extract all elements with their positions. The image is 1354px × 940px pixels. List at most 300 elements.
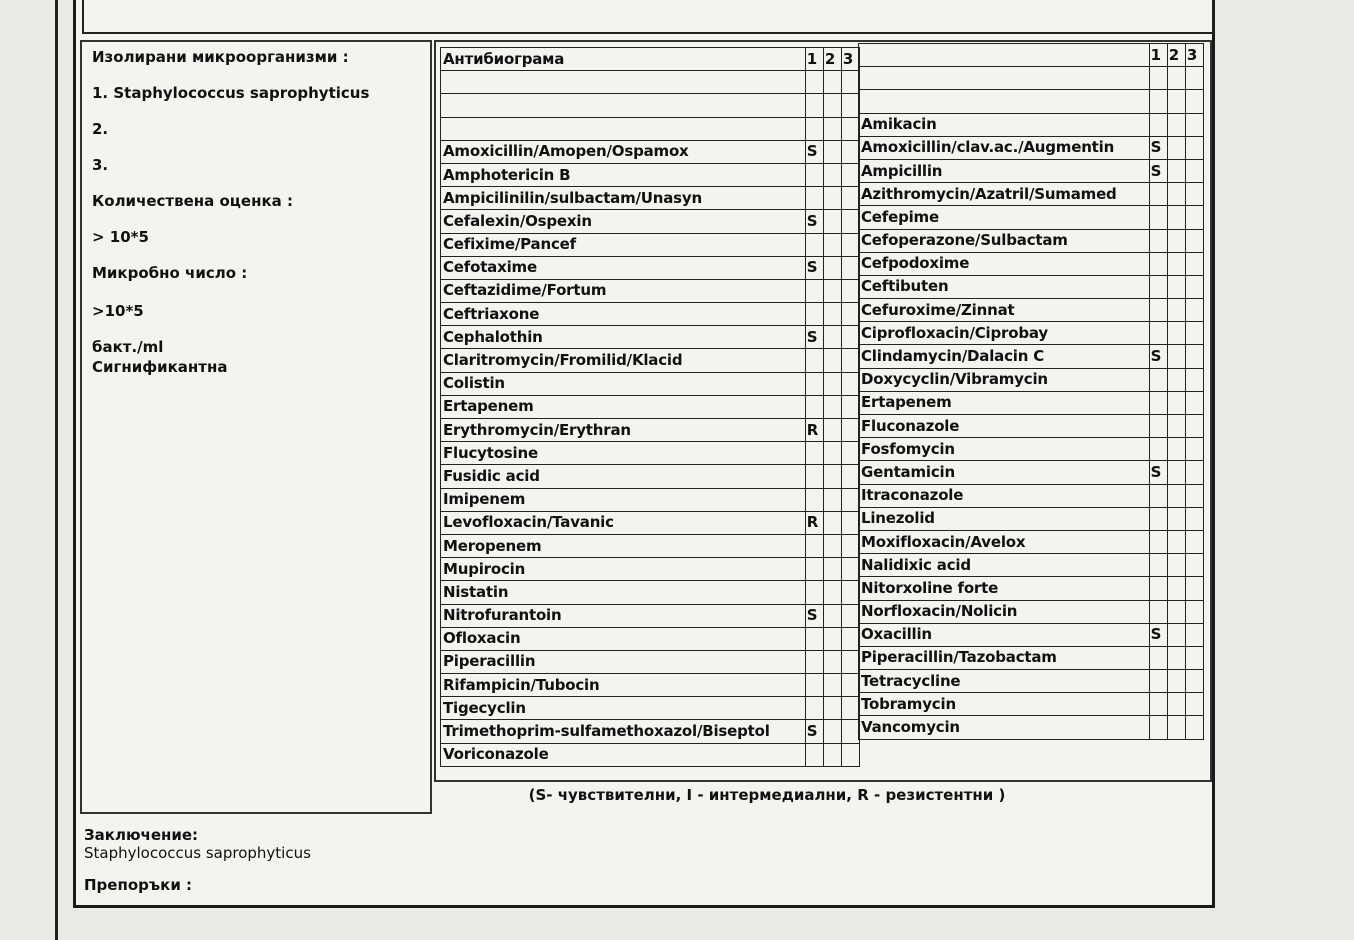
table-row [441, 419, 860, 442]
antibiotic-name: Tetracycline [859, 670, 1150, 693]
table-row [441, 488, 860, 511]
result-cell: S [805, 256, 823, 279]
result-cell [805, 488, 823, 511]
result-cell: S [805, 326, 823, 349]
isolates-panel [80, 40, 432, 814]
result-cell [823, 534, 841, 557]
result-cell [823, 650, 841, 673]
result-cell [823, 581, 841, 604]
antibiotic-name: Linezolid [859, 507, 1150, 530]
result-cell [1185, 484, 1203, 507]
result-cell [1149, 113, 1167, 136]
result-cell [841, 372, 859, 395]
result-cell: S [805, 140, 823, 163]
header-band [82, 0, 1214, 34]
result-cell [841, 674, 859, 697]
antibiotic-name: Amphotericin B [441, 163, 806, 186]
antibiotic-name: Cefixime/Pancef [441, 233, 806, 256]
result-cell [823, 94, 841, 117]
table-row [441, 349, 860, 372]
result-cell [1185, 90, 1203, 113]
result-cell [805, 117, 823, 140]
isolate-2: 2. [92, 120, 109, 138]
result-cell [823, 442, 841, 465]
result-cell [841, 419, 859, 442]
result-cell [841, 581, 859, 604]
table-row [441, 210, 860, 233]
antibiotic-name: Moxifloxacin/Avelox [859, 530, 1150, 553]
recommendations-label: Препоръки : [84, 876, 193, 894]
result-cell [823, 140, 841, 163]
result-cell [1149, 206, 1167, 229]
table-row [859, 415, 1204, 438]
result-cell [823, 697, 841, 720]
table-row [859, 90, 1204, 113]
table-row [441, 720, 860, 743]
table-row [441, 534, 860, 557]
result-cell [823, 743, 841, 766]
result-cell: S [1149, 159, 1167, 182]
result-cell [841, 511, 859, 534]
result-cell [1149, 646, 1167, 669]
result-cell [1185, 600, 1203, 623]
antibiotic-name: Cephalothin [441, 326, 806, 349]
result-cell [805, 372, 823, 395]
table-row [859, 554, 1204, 577]
result-cell [805, 697, 823, 720]
result-cell: R [805, 511, 823, 534]
result-cell [1167, 530, 1185, 553]
result-cell [1167, 391, 1185, 414]
legend: (S- чувствителни, I - интермедиални, R - резистентни ) [528, 786, 1006, 804]
result-cell [1149, 693, 1167, 716]
result-cell [823, 303, 841, 326]
result-cell: S [805, 604, 823, 627]
table-row [859, 322, 1204, 345]
antibiotic-name [441, 94, 806, 117]
result-cell [1167, 507, 1185, 530]
antibiotic-name: Piperacillin/Tazobactam [859, 646, 1150, 669]
antibiotic-name: Fusidic acid [441, 465, 806, 488]
antibiotic-name: Ampicillin [859, 159, 1150, 182]
result-cell [1149, 391, 1167, 414]
result-cell [1185, 507, 1203, 530]
result-cell [841, 604, 859, 627]
result-cell [1149, 299, 1167, 322]
result-cell [823, 210, 841, 233]
result-cell [823, 720, 841, 743]
result-cell [841, 697, 859, 720]
result-cell [841, 71, 859, 94]
column-header-3: 3 [841, 48, 859, 71]
result-cell [823, 372, 841, 395]
antibiotic-name [859, 90, 1150, 113]
result-cell [1185, 252, 1203, 275]
result-cell [1185, 693, 1203, 716]
result-cell [823, 71, 841, 94]
antibiotic-name: Nalidixic acid [859, 554, 1150, 577]
table-header-row [859, 44, 1204, 67]
antibiotic-name: Nitorxoline forte [859, 577, 1150, 600]
table-row [441, 71, 860, 94]
result-cell [1167, 252, 1185, 275]
antibiotic-name: Piperacillin [441, 650, 806, 673]
result-cell [805, 71, 823, 94]
result-cell [1167, 716, 1185, 739]
table-row [441, 117, 860, 140]
table-row [441, 187, 860, 210]
table-row [441, 558, 860, 581]
result-cell [1149, 438, 1167, 461]
result-cell [841, 326, 859, 349]
result-cell [805, 187, 823, 210]
result-cell [805, 442, 823, 465]
result-cell [1149, 577, 1167, 600]
result-cell [1185, 275, 1203, 298]
result-cell [1149, 252, 1167, 275]
result-cell [841, 349, 859, 372]
table-header-row [441, 48, 860, 71]
result-cell [823, 163, 841, 186]
table-row [441, 395, 860, 418]
result-cell: S [1149, 345, 1167, 368]
result-cell [805, 163, 823, 186]
table-row [859, 716, 1204, 739]
antibiotic-name: Vancomycin [859, 716, 1150, 739]
result-cell [805, 465, 823, 488]
result-cell [823, 604, 841, 627]
antibiotic-name: Tigecyclin [441, 697, 806, 720]
result-cell [1167, 438, 1185, 461]
antibiotic-name: Fluconazole [859, 415, 1150, 438]
result-cell [841, 256, 859, 279]
result-cell [1185, 438, 1203, 461]
result-cell [1149, 530, 1167, 553]
result-cell [823, 117, 841, 140]
result-cell [1149, 275, 1167, 298]
result-cell [1185, 623, 1203, 646]
antibiotic-name: Cefepime [859, 206, 1150, 229]
table-row [441, 650, 860, 673]
table-row [441, 465, 860, 488]
result-cell [841, 465, 859, 488]
count-label: Микробно число : [92, 264, 248, 282]
result-cell [1149, 600, 1167, 623]
result-cell [1167, 670, 1185, 693]
result-cell [1149, 415, 1167, 438]
column-header-1: 1 [1149, 44, 1167, 67]
result-cell [841, 627, 859, 650]
table-row [859, 484, 1204, 507]
conclusion-value: Staphylococcus saprophyticus [84, 844, 311, 862]
antibiotic-name: Ciprofloxacin/Ciprobay [859, 322, 1150, 345]
table-row [441, 442, 860, 465]
antibiotic-name [441, 71, 806, 94]
result-cell: S [1149, 461, 1167, 484]
result-cell [1185, 183, 1203, 206]
table-row [441, 163, 860, 186]
result-cell [841, 187, 859, 210]
result-cell [841, 650, 859, 673]
antibiotic-name: Trimethoprim-sulfamethoxazol/Biseptol [441, 720, 806, 743]
table-row [859, 391, 1204, 414]
result-cell [1167, 646, 1185, 669]
result-cell [1167, 322, 1185, 345]
quant-value: > 10*5 [92, 228, 149, 246]
result-cell [805, 303, 823, 326]
result-cell [1167, 183, 1185, 206]
result-cell [1185, 136, 1203, 159]
table-row [859, 670, 1204, 693]
table-row [859, 275, 1204, 298]
table-row [859, 299, 1204, 322]
result-cell [823, 674, 841, 697]
antibiotic-name: Rifampicin/Tubocin [441, 674, 806, 697]
table-row [859, 183, 1204, 206]
isolate-3: 3. [92, 156, 109, 174]
antibiotic-name: Mupirocin [441, 558, 806, 581]
result-cell [805, 743, 823, 766]
table-row [859, 461, 1204, 484]
result-cell [1167, 159, 1185, 182]
result-cell [805, 94, 823, 117]
table-row [441, 743, 860, 766]
result-cell [805, 627, 823, 650]
count-value: >10*5 [92, 302, 144, 320]
result-cell [823, 488, 841, 511]
result-cell [1167, 623, 1185, 646]
result-cell [841, 163, 859, 186]
result-cell [1167, 67, 1185, 90]
table-row [441, 140, 860, 163]
result-cell [805, 581, 823, 604]
result-cell [841, 210, 859, 233]
antibiotic-name: Imipenem [441, 488, 806, 511]
result-cell: S [1149, 623, 1167, 646]
result-cell [1149, 716, 1167, 739]
result-cell [805, 349, 823, 372]
conclusion-label: Заключение: [84, 826, 199, 844]
table-row [441, 372, 860, 395]
result-cell [1185, 415, 1203, 438]
result-cell [823, 326, 841, 349]
table-row [441, 697, 860, 720]
table-row [859, 623, 1204, 646]
antibiotic-name: Claritromycin/Fromilid/Klacid [441, 349, 806, 372]
quant-label: Количествена оценка : [92, 192, 293, 210]
result-cell [1167, 461, 1185, 484]
table-row [441, 627, 860, 650]
antibiotic-name: Ceftibuten [859, 275, 1150, 298]
isolates-label: Изолирани микроорганизми : [92, 48, 349, 66]
result-cell [1167, 136, 1185, 159]
table-row [859, 159, 1204, 182]
table-row [441, 233, 860, 256]
table-row [859, 438, 1204, 461]
table-row [859, 600, 1204, 623]
result-cell [823, 465, 841, 488]
result-cell [1149, 183, 1167, 206]
result-cell [1149, 554, 1167, 577]
result-cell [823, 395, 841, 418]
result-cell [1185, 646, 1203, 669]
antibiotic-name: Ceftazidime/Fortum [441, 279, 806, 302]
antibiogram-table-left [440, 47, 860, 767]
antibiotic-name: Erythromycin/Erythran [441, 419, 806, 442]
result-cell [1149, 484, 1167, 507]
significance: Сигнификантна [92, 358, 228, 376]
antibiotic-name: Tobramycin [859, 693, 1150, 716]
column-header-3: 3 [1185, 44, 1203, 67]
antibiotic-name: Norfloxacin/Nolicin [859, 600, 1150, 623]
result-cell [1167, 600, 1185, 623]
result-cell [805, 233, 823, 256]
antibiotic-name: Fosfomycin [859, 438, 1150, 461]
result-cell: S [805, 210, 823, 233]
table-row [859, 507, 1204, 530]
result-cell [805, 279, 823, 302]
result-cell [1149, 322, 1167, 345]
result-cell [1167, 113, 1185, 136]
result-cell [1167, 299, 1185, 322]
result-cell [1167, 345, 1185, 368]
result-cell [841, 117, 859, 140]
antibiotic-name: Ceftriaxone [441, 303, 806, 326]
result-cell [1185, 299, 1203, 322]
antibiotic-name: Ampicilinilin/sulbactam/Unasyn [441, 187, 806, 210]
result-cell [805, 395, 823, 418]
table-row [859, 345, 1204, 368]
antibiotic-name: Amikacin [859, 113, 1150, 136]
result-cell [1167, 484, 1185, 507]
result-cell [1167, 206, 1185, 229]
result-cell [1149, 507, 1167, 530]
result-cell [1167, 229, 1185, 252]
result-cell [1185, 322, 1203, 345]
result-cell [1185, 345, 1203, 368]
table-row [441, 94, 860, 117]
antibiotic-name [441, 117, 806, 140]
result-cell: R [805, 419, 823, 442]
table-row [441, 674, 860, 697]
result-cell [1185, 206, 1203, 229]
table-row [441, 581, 860, 604]
result-cell [841, 442, 859, 465]
result-cell [1149, 229, 1167, 252]
result-cell [1167, 90, 1185, 113]
table-row [441, 604, 860, 627]
antibiotic-name: Meropenem [441, 534, 806, 557]
result-cell [1149, 670, 1167, 693]
antibiotic-name: Ofloxacin [441, 627, 806, 650]
antibiotic-name: Itraconazole [859, 484, 1150, 507]
result-cell: S [1149, 136, 1167, 159]
result-cell [805, 674, 823, 697]
result-cell [1185, 391, 1203, 414]
table-row [859, 67, 1204, 90]
result-cell [805, 650, 823, 673]
antibiotic-name: Cefotaxime [441, 256, 806, 279]
result-cell [1167, 693, 1185, 716]
result-cell [841, 720, 859, 743]
table-row [441, 256, 860, 279]
antibiotic-name: Azithromycin/Azatril/Sumamed [859, 183, 1150, 206]
result-cell [1185, 716, 1203, 739]
antibiotic-name: Cefuroxime/Zinnat [859, 299, 1150, 322]
antibiotic-name: Cefpodoxime [859, 252, 1150, 275]
result-cell [1185, 554, 1203, 577]
column-header-2: 2 [823, 48, 841, 71]
result-cell [805, 534, 823, 557]
result-cell [1185, 67, 1203, 90]
antibiogram-table-right [858, 43, 1204, 740]
result-cell [841, 233, 859, 256]
table-row [859, 577, 1204, 600]
antibiotic-name: Nistatin [441, 581, 806, 604]
result-cell [841, 743, 859, 766]
result-cell [823, 558, 841, 581]
result-cell [841, 140, 859, 163]
result-cell [823, 349, 841, 372]
antibiotic-name: Ertapenem [859, 391, 1150, 414]
result-cell [1149, 67, 1167, 90]
table-row [859, 252, 1204, 275]
table-row [441, 326, 860, 349]
antibiotic-name: Amoxicillin/Amopen/Ospamox [441, 140, 806, 163]
unit: бакт./ml [92, 338, 164, 356]
antibiogram-header: Антибиограма [441, 48, 806, 71]
result-cell [841, 279, 859, 302]
result-cell [1167, 577, 1185, 600]
result-cell [823, 187, 841, 210]
antibiotic-name: Nitrofurantoin [441, 604, 806, 627]
result-cell [1149, 368, 1167, 391]
antibiotic-name: Cefalexin/Ospexin [441, 210, 806, 233]
result-cell [1185, 670, 1203, 693]
table-row [441, 279, 860, 302]
result-cell [823, 511, 841, 534]
result-cell [841, 395, 859, 418]
antibiotic-name: Levofloxacin/Tavanic [441, 511, 806, 534]
result-cell [805, 558, 823, 581]
table-row [859, 113, 1204, 136]
result-cell [841, 558, 859, 581]
result-cell [823, 256, 841, 279]
result-cell [823, 279, 841, 302]
antibiotic-name: Oxacillin [859, 623, 1150, 646]
result-cell [823, 627, 841, 650]
antibiotic-name: Amoxicillin/clav.ac./Augmentin [859, 136, 1150, 159]
antibiotic-name: Voriconazole [441, 743, 806, 766]
result-cell [841, 303, 859, 326]
table-row [859, 229, 1204, 252]
result-cell [823, 233, 841, 256]
result-cell [1167, 275, 1185, 298]
isolate-1: 1. Staphylococcus saprophyticus [92, 84, 370, 102]
result-cell [1167, 368, 1185, 391]
table-row [859, 206, 1204, 229]
antibiotic-name: Colistin [441, 372, 806, 395]
result-cell [841, 534, 859, 557]
result-cell [1185, 461, 1203, 484]
antibiotic-name: Clindamycin/Dalacin C [859, 345, 1150, 368]
antibiotic-name: Cefoperazone/Sulbactam [859, 229, 1150, 252]
result-cell [1185, 368, 1203, 391]
table-row [859, 368, 1204, 391]
table-row [859, 693, 1204, 716]
table-row [441, 511, 860, 534]
table-row [859, 136, 1204, 159]
